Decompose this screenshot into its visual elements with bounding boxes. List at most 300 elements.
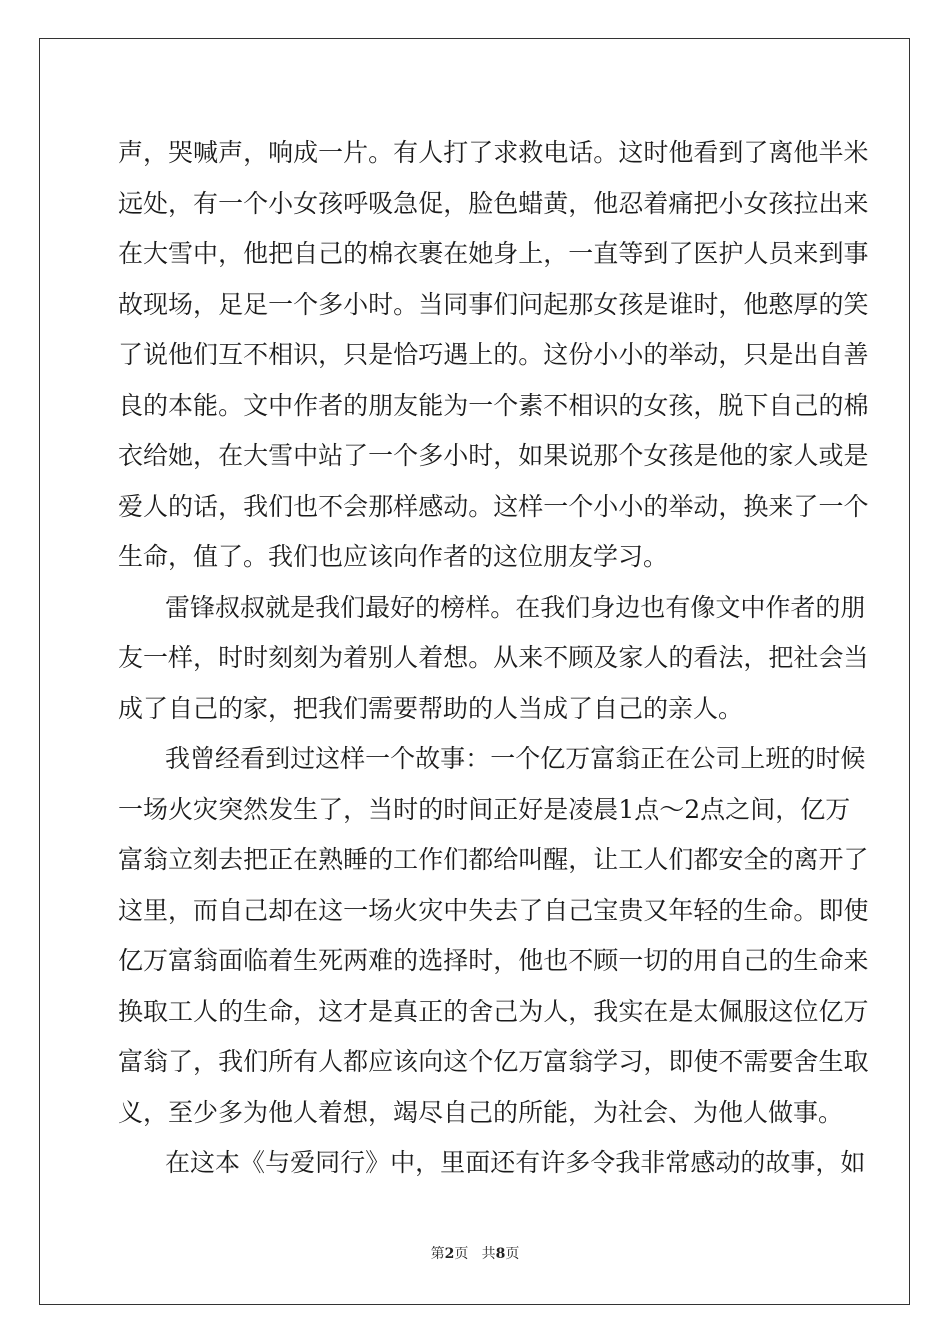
text-char: 曾 <box>190 744 216 773</box>
text-char: 场 <box>368 895 394 925</box>
text-char: 故 <box>415 744 441 773</box>
text-char: 我 <box>540 592 566 622</box>
text-char: 全 <box>743 845 769 874</box>
text-char: 安 <box>718 845 744 874</box>
text-char: 的 <box>815 592 841 622</box>
text-char: 能 <box>193 390 219 420</box>
text-char: ， <box>493 441 519 470</box>
text-char: 小 <box>618 491 644 521</box>
text-char: 黄 <box>543 188 569 218</box>
text-char: 了 <box>118 340 144 369</box>
text-char: 处 <box>143 188 169 218</box>
text-char: 小 <box>618 340 644 369</box>
text-char: 。 <box>593 138 619 167</box>
text-char: 在 <box>443 239 469 268</box>
text-char: 去 <box>218 845 244 874</box>
text-char: ， <box>718 289 744 319</box>
text-char: 一 <box>618 946 644 975</box>
text-char: ， <box>293 996 319 1026</box>
text-char: 我 <box>593 996 619 1026</box>
text-char: 间 <box>750 794 776 824</box>
text-char: 事 <box>440 744 466 773</box>
text-char: 作 <box>418 845 444 874</box>
text-char: 年 <box>668 895 694 925</box>
text-char: 把 <box>693 188 719 218</box>
text-char: 场 <box>168 289 194 319</box>
text-char: 位 <box>793 996 819 1026</box>
text-char: 开 <box>818 845 844 874</box>
text-char: 的 <box>818 390 844 420</box>
text-char: 亿 <box>540 744 566 773</box>
text-char: ， <box>143 138 169 167</box>
text-char: 有 <box>515 1148 541 1177</box>
text-char: 他 <box>243 239 269 268</box>
text-char: ， <box>568 996 594 1026</box>
text-char: ， <box>218 239 244 268</box>
text-char: 看 <box>693 138 719 167</box>
text-char: 不 <box>318 491 344 521</box>
text-char: 孩 <box>668 390 694 420</box>
text-char: 这 <box>318 996 344 1026</box>
text-char: 一 <box>490 744 516 773</box>
text-char: 难 <box>368 946 394 975</box>
text-char: 家 <box>768 441 794 470</box>
text-char: ， <box>443 188 469 218</box>
text-char: 员 <box>768 239 794 268</box>
text-char: 翁 <box>193 946 219 975</box>
text-char: 的 <box>415 592 441 622</box>
text-char: ， <box>718 491 744 521</box>
text-char: 了 <box>343 441 369 470</box>
text-char: 脱 <box>718 390 744 420</box>
text-char: 雪 <box>168 239 194 268</box>
text-char: 我 <box>218 1047 244 1076</box>
footer-total-prefix: 共 <box>481 1246 496 1262</box>
text-char: 人 <box>193 996 219 1026</box>
text-char: 万 <box>565 744 591 773</box>
text-char: 一 <box>818 491 844 521</box>
text-char: 取 <box>143 996 169 1026</box>
text-char: 不 <box>243 340 269 369</box>
text-char: ， <box>343 794 369 824</box>
text-char: 到 <box>718 138 744 167</box>
text-char: 中 <box>740 592 766 622</box>
text-char: 翁 <box>615 744 641 773</box>
text-char: 在 <box>665 744 691 773</box>
text-char: 时 <box>368 289 394 319</box>
text-char: 同 <box>315 1148 341 1177</box>
text-char: 来 <box>843 946 869 975</box>
text-char: 要 <box>768 1047 794 1076</box>
text-char: 果 <box>543 441 569 470</box>
text-char: 雷 <box>165 592 191 622</box>
text-char: 求 <box>493 138 519 167</box>
text-char: 人 <box>643 845 669 874</box>
text-char: 相 <box>268 340 294 369</box>
text-char: 身 <box>493 239 519 268</box>
text-char: 上 <box>518 239 544 268</box>
text-char: 锋 <box>190 592 216 622</box>
text-char: 自 <box>543 895 569 925</box>
text-char: 他 <box>743 289 769 319</box>
text-char: 时 <box>815 744 841 773</box>
text-line: 生命，值了。我们也应该向作者的这位朋友学习。 <box>118 542 669 571</box>
text-char: 们 <box>493 289 519 319</box>
text-char: 身 <box>590 592 616 622</box>
text-char: 现 <box>143 289 169 319</box>
text-char: 舍 <box>468 996 494 1026</box>
text-char: 是 <box>368 340 394 369</box>
text-char: 是 <box>693 441 719 470</box>
text-char: 命 <box>768 895 794 925</box>
text-char: 远 <box>118 188 144 218</box>
text-char: 叔 <box>240 592 266 622</box>
text-char: 火 <box>168 794 194 824</box>
text-char: 了 <box>468 138 494 167</box>
text-char: 说 <box>568 441 594 470</box>
text-char: 响 <box>268 138 294 167</box>
text-line <box>118 179 869 230</box>
text-char: 棉 <box>843 390 869 420</box>
text-char: 还 <box>490 1148 516 1177</box>
text-char: 命 <box>818 946 844 975</box>
text-line <box>118 280 869 331</box>
text-char: 的 <box>443 996 469 1026</box>
text-char: 裹 <box>418 239 444 268</box>
text-char: 憨 <box>768 289 794 319</box>
text-char: 行 <box>340 1148 366 1177</box>
text-char: 事 <box>468 289 494 319</box>
text-char: 间 <box>468 794 494 824</box>
text-char: 一 <box>268 289 294 319</box>
text-char: 会 <box>818 643 844 672</box>
text-char: ～ <box>659 794 685 824</box>
text-char: 顾 <box>568 643 594 672</box>
text-char: 相 <box>568 390 594 420</box>
text-char: 喊 <box>193 138 219 167</box>
text-char: 这 <box>190 1148 216 1177</box>
text-char: 一 <box>343 895 369 925</box>
footer-page-suffix: 页 <box>454 1246 469 1262</box>
text-char: 。 <box>793 895 819 925</box>
text-char: 。 <box>218 390 244 420</box>
text-char: 班 <box>765 744 791 773</box>
text-char: 睡 <box>343 845 369 874</box>
text-char: 火 <box>393 895 419 925</box>
text-char: 有 <box>193 188 219 218</box>
text-char: 们 <box>243 1047 269 1076</box>
text-char: 的 <box>168 491 194 521</box>
text-char: 刻 <box>293 643 319 672</box>
text-char: 生 <box>818 1047 844 1076</box>
text-char: 朋 <box>840 592 866 622</box>
text-char: 。 <box>368 138 394 167</box>
text-char: 万 <box>825 794 851 824</box>
text-char: 识 <box>293 340 319 369</box>
text-char: 孩 <box>668 441 694 470</box>
text-char: 足 <box>218 289 244 319</box>
text-char: 富 <box>543 1047 569 1076</box>
text-char: 作 <box>293 390 319 420</box>
text-char: 即 <box>668 1047 694 1076</box>
text-line <box>118 886 869 937</box>
text-char: 。 <box>468 491 494 521</box>
text-char: 事 <box>843 239 869 268</box>
current-page-number: 2 <box>444 1246 455 1262</box>
text-char: 故 <box>765 1148 791 1177</box>
text-char: 面 <box>218 946 244 975</box>
text-char: ， <box>743 643 769 672</box>
text-char: 叔 <box>215 592 241 622</box>
text-char: 孩 <box>318 188 344 218</box>
text-char: 又 <box>643 895 669 925</box>
text-char: 样 <box>465 592 491 622</box>
text-char: 痛 <box>668 188 694 218</box>
text-char: 样 <box>518 491 544 521</box>
text-char: 令 <box>590 1148 616 1177</box>
text-char: 正 <box>493 794 519 824</box>
text-char: 我 <box>165 744 191 773</box>
text-char: 直 <box>593 239 619 268</box>
text-char: 识 <box>593 390 619 420</box>
text-char: 工 <box>393 845 419 874</box>
text-char: 小 <box>593 340 619 369</box>
text-char: 动 <box>693 340 719 369</box>
footer-total-suffix: 页 <box>505 1246 520 1262</box>
text-char: 宝 <box>593 895 619 925</box>
text-char: 们 <box>668 845 694 874</box>
text-char: 1 <box>618 794 635 824</box>
text-char: 这 <box>543 340 569 369</box>
text-char: 只 <box>343 340 369 369</box>
text-char: 个 <box>243 188 269 218</box>
text-char: 哭 <box>168 138 194 167</box>
text-char: 能 <box>418 390 444 420</box>
text-char: 了 <box>743 138 769 167</box>
text-char: 人 <box>643 643 669 672</box>
text-char: 时 <box>443 794 469 824</box>
text-char: 把 <box>243 845 269 874</box>
text-char: 那 <box>568 289 594 319</box>
text-char: 的 <box>643 340 669 369</box>
text-char: 的 <box>343 239 369 268</box>
text-char: 正 <box>268 845 294 874</box>
text-char: 点 <box>634 794 660 824</box>
text-char: 蜡 <box>518 188 544 218</box>
text-char: 举 <box>668 340 694 369</box>
text-line <box>118 734 866 785</box>
text-char: 习 <box>618 1047 644 1076</box>
text-char: 大 <box>243 441 269 470</box>
text-char: 己 <box>318 239 344 268</box>
text-char: 话 <box>568 138 594 167</box>
text-char: 却 <box>268 895 294 925</box>
text-char: 像 <box>690 592 716 622</box>
text-char: 一 <box>118 794 144 824</box>
text-char: 生 <box>793 946 819 975</box>
text-char: ， <box>243 138 269 167</box>
text-char: 人 <box>743 239 769 268</box>
text-char: 救 <box>518 138 544 167</box>
text-char: 雪 <box>268 441 294 470</box>
text-char: 把 <box>268 239 294 268</box>
text-char: 她 <box>168 441 194 470</box>
text-char: ， <box>718 340 744 369</box>
text-char: 动 <box>443 491 469 521</box>
text-char: 女 <box>743 188 769 218</box>
text-char: 学 <box>593 1047 619 1076</box>
text-char: 生 <box>243 996 269 1026</box>
text-char: 中 <box>443 895 469 925</box>
text-char: 自 <box>718 946 744 975</box>
text-char: 下 <box>743 390 769 420</box>
text-char: 翁 <box>143 845 169 874</box>
text-char: 万 <box>143 946 169 975</box>
text-char: ， <box>643 1047 669 1076</box>
text-char: 亿 <box>818 996 844 1026</box>
text-char: 顾 <box>593 946 619 975</box>
text-char: 富 <box>118 845 144 874</box>
text-char: 她 <box>468 239 494 268</box>
text-char: 灾 <box>418 895 444 925</box>
text-char: 里 <box>143 895 169 925</box>
text-char: 凌 <box>568 794 594 824</box>
document-body <box>118 128 869 1189</box>
text-char: 了 <box>168 1047 194 1076</box>
text-char: 在 <box>218 441 244 470</box>
text-char: 切 <box>643 946 669 975</box>
text-char: 在 <box>643 996 669 1026</box>
text-char: 轻 <box>693 895 719 925</box>
text-char: 个 <box>493 390 519 420</box>
text-char: 一 <box>218 188 244 218</box>
text-char: 是 <box>643 289 669 319</box>
text-char: 万 <box>518 1047 544 1076</box>
text-char: 来 <box>518 643 544 672</box>
text-char: 着 <box>643 188 669 218</box>
text-char: 人 <box>143 491 169 521</box>
text-char: 中 <box>390 1148 416 1177</box>
text-char: 小 <box>593 491 619 521</box>
text-char: 过 <box>290 744 316 773</box>
text-char: 在 <box>515 592 541 622</box>
text-char: 场 <box>143 794 169 824</box>
text-char: 富 <box>168 946 194 975</box>
text-char: 命 <box>268 996 294 1026</box>
text-char: 富 <box>118 1047 144 1076</box>
text-char: 生 <box>743 895 769 925</box>
text-char: 多 <box>318 289 344 319</box>
text-char: 女 <box>293 188 319 218</box>
text-char: 大 <box>143 239 169 268</box>
text-char: 爱 <box>118 491 144 521</box>
text-char: 的 <box>493 340 519 369</box>
text-char: 他 <box>793 138 819 167</box>
text-char: 的 <box>718 895 744 925</box>
text-char: ， <box>568 845 594 874</box>
text-char: 一 <box>365 744 391 773</box>
text-char: 发 <box>268 794 294 824</box>
text-char: 经 <box>215 744 241 773</box>
text-char: 女 <box>643 390 669 420</box>
text-char: ， <box>415 1148 441 1177</box>
text-char: 样 <box>340 744 366 773</box>
text-char: 份 <box>568 340 594 369</box>
text-char: 想 <box>443 643 469 672</box>
text-char: 而 <box>193 895 219 925</box>
text-line: 义，至少多为他人着想，竭尽自己的所能，为社会、为他人做事。 <box>118 1097 844 1127</box>
text-char: 上 <box>740 744 766 773</box>
text-char: ， <box>193 643 219 672</box>
text-char: 。 <box>518 340 544 369</box>
text-char: 忍 <box>618 188 644 218</box>
text-char: 遇 <box>443 340 469 369</box>
text-char: 友 <box>118 643 144 672</box>
text-line <box>118 1138 866 1189</box>
text-char: 起 <box>543 289 569 319</box>
text-char: 如 <box>840 1148 866 1177</box>
text-char: 等 <box>618 239 644 268</box>
text-char: 给 <box>493 845 519 874</box>
text-char: 自 <box>768 390 794 420</box>
text-char: 一 <box>468 390 494 420</box>
text-char: 小 <box>718 188 744 218</box>
text-char: 事 <box>790 1148 816 1177</box>
text-char: 服 <box>743 996 769 1026</box>
text-char: 为 <box>443 390 469 420</box>
text-char: 许 <box>540 1148 566 1177</box>
text-char: 才 <box>343 996 369 1026</box>
text-char: 谁 <box>668 289 694 319</box>
text-char: 个 <box>468 1047 494 1076</box>
text-char: 足 <box>243 289 269 319</box>
page-footer <box>0 1243 950 1263</box>
text-char: 熟 <box>318 845 344 874</box>
text-char: 别 <box>368 643 394 672</box>
text-char: 在 <box>293 845 319 874</box>
text-char: 站 <box>318 441 344 470</box>
text-char: 然 <box>243 794 269 824</box>
total-page-count: 8 <box>495 1246 506 1262</box>
text-char: 灾 <box>193 794 219 824</box>
text-char: 一 <box>143 643 169 672</box>
text-char: 给 <box>143 441 169 470</box>
text-char: 人 <box>418 138 444 167</box>
text-char: 当 <box>368 794 394 824</box>
text-char: 的 <box>668 946 694 975</box>
text-char: 的 <box>218 996 244 1026</box>
text-char: 也 <box>640 592 666 622</box>
text-char: 生 <box>293 794 319 824</box>
text-char: 护 <box>718 239 744 268</box>
text-char: 这 <box>315 744 341 773</box>
text-char: 法 <box>718 643 744 672</box>
text-char: 最 <box>365 592 391 622</box>
text-char: 动 <box>693 491 719 521</box>
text-char: 个 <box>568 491 594 521</box>
text-char: 在 <box>165 1148 191 1177</box>
text-line <box>118 936 869 987</box>
text-char: 的 <box>618 390 644 420</box>
text-char: 社 <box>793 643 819 672</box>
text-char: 的 <box>143 390 169 420</box>
text-line <box>118 633 869 684</box>
text-char: 就 <box>265 592 291 622</box>
text-char: 从 <box>493 643 519 672</box>
text-char: 富 <box>590 744 616 773</box>
text-char: 离 <box>768 138 794 167</box>
text-char: 人 <box>318 1047 344 1076</box>
